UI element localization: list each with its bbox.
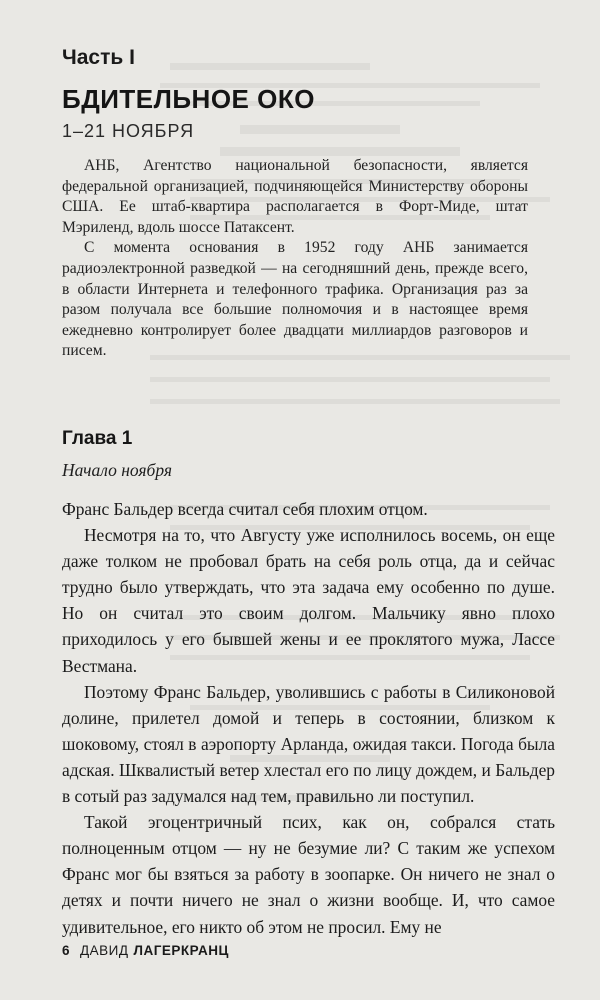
part-title: БДИТЕЛЬНОЕ ОКО xyxy=(62,84,315,114)
author-last-name: ЛАГЕРКРАНЦ xyxy=(133,943,229,958)
body-paragraph: Несмотря на то, что Августу уже исполнилось восемь, он еще даже толком не пробовал брать на себя роль отца, да и сейчас трудно было утверждать, что эта задача ему особенно по душе. Но он считал это своим долгом. Мальчику явно плохо приходилось у его бывшей жены и ее проклятого мужа, Лассе Вестмана. xyxy=(62,525,555,676)
body-paragraph: Поэтому Франс Бальдер, уволившись с работы в Силиконовой долине, прилетел домой и теперь в состоянии, близком к шоковому, стоял в аэропорту Арланда, ожидая такси. Погода была адская. Шквалистый ветер хлестал его по лицу дождем, и Бальдер в сотый раз задумался над тем, правильно ли поступил. xyxy=(62,681,555,807)
page-footer xyxy=(62,943,229,958)
chapter-title: Глава 1 xyxy=(62,428,133,449)
epigraph-paragraph: АНБ, Агентство национальной безопасности, является федеральной организацией, подчиняющейся Министерству обороны США. Ее штаб-квартира располагается в Форт-Миде, штат Мэриленд, вдоль шоссе Патаксент. xyxy=(62,157,528,236)
epigraph xyxy=(62,156,528,362)
author-first-name: ДАВИД xyxy=(80,943,129,958)
body-paragraph: Франс Бальдер всегда считал себя плохим отцом. xyxy=(62,499,428,519)
part-label: Часть I xyxy=(62,46,135,69)
chapter-subtitle: Начало ноября xyxy=(62,460,173,480)
epigraph-paragraph: С момента основания в 1952 году АНБ занимается радиоэлектронной разведкой — на сегодняшний день, прежде всего, в области Интернета и телефонного трафика. Организация раз за разом получала все большие полномочия и в настоящее время ежедневно контролирует более двадцати миллиардов разговоров и писем. xyxy=(62,239,528,360)
body-paragraph: Такой эгоцентричный псих, как он, собрался стать полноценным отцом — ну не безумие ли? С таким же успехом Франс мог бы взяться за работу в зоопарке. Он ничего не знал о детях и почти ничего не знал о жизни вообще. И, что самое удивительное, его никто об этом не просил. Ему не xyxy=(62,812,555,937)
chapter-body xyxy=(62,496,555,940)
part-dates: 1–21 НОЯБРЯ xyxy=(62,121,195,141)
page-number: 6 xyxy=(62,943,71,958)
